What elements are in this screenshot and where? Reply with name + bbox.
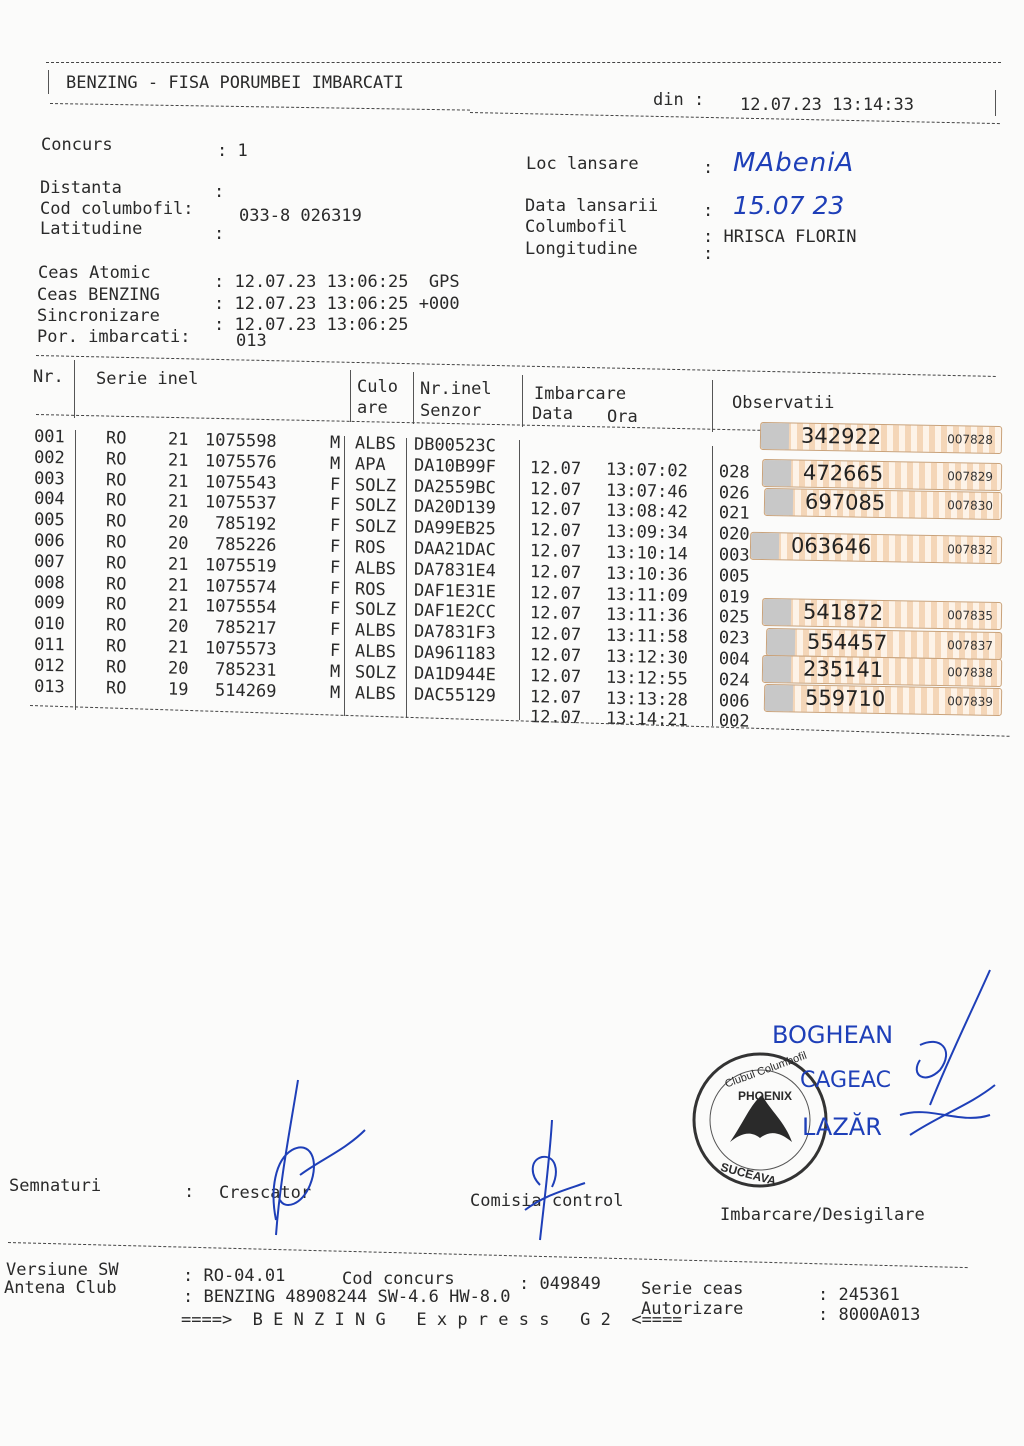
- longitudine-label: Longitudine: [525, 239, 638, 259]
- columbofil-label: Columbofil: [525, 217, 628, 237]
- cell-sex: F: [329, 620, 341, 641]
- cell-time: 13:11:09: [605, 584, 689, 606]
- cell-obs: 024: [718, 669, 750, 691]
- cell-time: 13:07:46: [605, 480, 689, 502]
- cell-color: SOLZ: [354, 662, 397, 684]
- col-culoare-header-1: Culo: [357, 377, 398, 397]
- seal-tag-serial: 007828: [947, 432, 994, 447]
- cell-obs: 002: [718, 711, 750, 733]
- cell-country: RO: [105, 553, 127, 574]
- crescator-label: Crescator: [219, 1183, 312, 1203]
- cod-concurs-label: Cod concurs: [342, 1269, 455, 1289]
- cell-sex: M: [329, 682, 341, 703]
- seal-tag-code: 063646: [790, 533, 872, 559]
- col-observatii-header: Observatii: [732, 393, 835, 413]
- cell-sex: F: [329, 640, 341, 662]
- header-right-border: [995, 90, 996, 116]
- seal-tag-code: 697085: [804, 489, 886, 516]
- header-left-border: [48, 70, 49, 94]
- seal-tag-serial: 007838: [947, 665, 994, 680]
- latitudine-value: :: [214, 224, 225, 244]
- col-imbarcare-header: Imbarcare: [534, 384, 627, 404]
- cell-nr: 013: [33, 676, 65, 697]
- cell-year: 20: [167, 533, 189, 554]
- cell-time: 13:10:14: [605, 542, 689, 565]
- cell-date: 12.07: [529, 582, 582, 604]
- cell-sensor: DAF1E31E: [413, 580, 497, 602]
- por-imbarcati-label: Por. imbarcati:: [37, 327, 191, 347]
- cell-ring: 514269: [214, 680, 277, 702]
- cell-country: RO: [105, 428, 127, 449]
- cell-time: 13:10:36: [605, 563, 689, 586]
- cell-sex: F: [329, 599, 341, 620]
- concurs-value: : 1: [217, 141, 248, 161]
- cell-ring: 785192: [214, 513, 277, 535]
- cell-sex: M: [329, 661, 341, 682]
- col-serie-divider: [350, 370, 351, 422]
- cell-color: SOLZ: [354, 495, 397, 517]
- header-din-label: din :: [653, 90, 705, 110]
- cell-ring: 785217: [214, 617, 277, 639]
- cell-sensor: DA7831E4: [413, 559, 497, 582]
- cell-time: 13:12:30: [605, 646, 689, 669]
- cell-country: RO: [105, 657, 127, 678]
- loc-lansare-label: Loc lansare: [526, 154, 639, 174]
- cell-sex: M: [329, 453, 341, 474]
- cell-color: ALBS: [354, 641, 397, 663]
- cell-sex: F: [329, 474, 341, 495]
- cell-sex: F: [329, 536, 341, 558]
- serie-ceas-value: : 245361: [818, 1285, 900, 1305]
- cell-color: SOLZ: [354, 475, 397, 496]
- cell-country: RO: [105, 636, 127, 657]
- footer-top-rule: [8, 1242, 968, 1268]
- seal-tag: [764, 488, 1002, 520]
- col-nr-divider: [74, 360, 75, 418]
- seal-tag-edge: [767, 629, 795, 655]
- cell-date: 12.07: [529, 665, 582, 687]
- cell-nr: 010: [33, 613, 65, 635]
- seal-tag-serial: 007832: [947, 542, 994, 558]
- cell-ring: 1075598: [204, 430, 277, 452]
- seal-tag-code: 472665: [802, 460, 884, 487]
- cell-sensor: DB00523C: [413, 434, 497, 457]
- cell-nr: 011: [33, 634, 65, 656]
- cell-sensor: DAF1E2CC: [413, 601, 497, 623]
- ceas-atomic-label: Ceas Atomic: [38, 263, 151, 283]
- seal-tag: [764, 684, 1002, 716]
- seal-tag-edge: [765, 489, 793, 515]
- cell-country: RO: [105, 490, 127, 512]
- seal-tag-edge: [763, 656, 791, 682]
- cell-date: 12.07: [529, 520, 582, 542]
- cod-columbofil-value: 033-8 026319: [239, 206, 362, 226]
- cell-nr: 009: [33, 593, 65, 614]
- distanta-label: Distanta: [40, 178, 122, 198]
- col-nrinel-header-1: Nr.inel: [420, 379, 492, 399]
- cell-obs: 021: [718, 503, 750, 525]
- antena-club-label: Antena Club: [4, 1278, 117, 1298]
- cell-nr: 004: [33, 489, 65, 510]
- cell-obs: 005: [718, 565, 750, 587]
- seal-tag-serial: 007835: [947, 608, 994, 623]
- cell-sex: F: [329, 557, 341, 578]
- cell-country: RO: [105, 594, 127, 616]
- cell-obs: 025: [718, 607, 750, 629]
- cell-sensor: DA1D944E: [413, 663, 497, 686]
- cell-country: RO: [105, 449, 127, 470]
- seal-tag: [760, 422, 1002, 454]
- handwritten-name-3: LAZĂR: [802, 1113, 882, 1141]
- cell-date: 12.07: [529, 624, 582, 646]
- cell-sex: F: [329, 495, 341, 516]
- seal-tag-code: 342922: [800, 423, 882, 450]
- cell-year: 20: [167, 658, 189, 679]
- seal-tag-serial: 007839: [947, 694, 994, 709]
- cell-date: 12.07: [529, 603, 582, 625]
- cell-ring: 785231: [214, 659, 277, 681]
- cell-sensor: DA10B99F: [413, 455, 497, 478]
- cell-color: ROS: [354, 537, 386, 559]
- seal-tag-edge: [765, 685, 793, 711]
- cell-ring: 785226: [214, 534, 277, 556]
- cell-time: 13:11:36: [605, 605, 689, 627]
- cell-year: 20: [167, 512, 189, 534]
- cell-time: 13:12:55: [605, 667, 689, 690]
- cell-obs: 023: [718, 628, 750, 649]
- cell-year: 21: [167, 554, 189, 575]
- body-sex-divider: [344, 436, 345, 716]
- columbofil-value: : HRISCA FLORIN: [703, 227, 857, 247]
- seal-tag: [762, 655, 1002, 687]
- cell-ring: 1075574: [204, 575, 277, 598]
- cell-sensor: DA2559BC: [413, 476, 497, 498]
- cell-obs: 019: [718, 586, 750, 608]
- versiune-sw-value: : RO-04.01: [183, 1266, 286, 1286]
- cell-country: RO: [105, 469, 127, 491]
- cell-year: 21: [167, 575, 189, 596]
- cell-nr: 003: [33, 468, 65, 489]
- cell-year: 21: [167, 595, 189, 617]
- cell-sex: M: [329, 432, 341, 454]
- cell-year: 21: [167, 429, 189, 450]
- cell-year: 21: [167, 637, 189, 658]
- cell-sensor: DAA21DAC: [413, 538, 497, 561]
- crescator-signature: [240, 1070, 370, 1250]
- cell-sensor: DAC55129: [413, 684, 497, 706]
- col-culoare-header-2: are: [357, 398, 388, 418]
- cod-columbofil-label: Cod columbofil:: [40, 199, 194, 219]
- concurs-label: Concurs: [41, 135, 113, 155]
- cell-year: 21: [167, 471, 189, 492]
- col-nrinel-header-2: Senzor: [420, 401, 482, 421]
- cell-sex: F: [329, 516, 341, 537]
- distanta-value: :: [214, 182, 225, 202]
- cell-ring: 1075554: [204, 596, 277, 619]
- body-culoare-divider: [406, 438, 407, 718]
- cell-country: RO: [105, 677, 127, 699]
- semnaturi-sep: :: [184, 1182, 195, 1202]
- seal-tag-edge: [763, 599, 791, 625]
- cell-color: ALBS: [354, 620, 397, 642]
- antena-club-value: : BENZING 48908244 SW-4.6 HW-8.0: [183, 1287, 511, 1307]
- handwritten-name-1: BOGHEAN: [772, 1021, 894, 1049]
- longitudine-value: :: [703, 244, 714, 264]
- cell-date: 12.07: [529, 686, 582, 708]
- cell-sensor: DA20D139: [413, 497, 497, 519]
- cell-nr: 006: [33, 530, 65, 552]
- cell-year: 20: [167, 616, 189, 638]
- cell-obs: 004: [718, 649, 750, 670]
- data-lansarii-handwritten: 15.07 23: [733, 191, 845, 220]
- col-ora-header: Ora: [607, 407, 638, 427]
- cell-date: 12.07: [529, 645, 582, 667]
- cell-nr: 002: [33, 447, 65, 469]
- body-ora-divider: [712, 446, 713, 726]
- header-bottom-rule: [50, 103, 470, 111]
- cell-sex: F: [329, 578, 341, 599]
- loc-lansare-sep: :: [703, 158, 714, 178]
- body-senzor-divider: [519, 440, 520, 720]
- cell-obs: 020: [718, 524, 750, 545]
- seal-tag-serial: 007837: [947, 638, 994, 653]
- comisia-control-label: Comisia control: [470, 1191, 624, 1211]
- cell-obs: 003: [718, 545, 750, 566]
- cell-color: APA: [354, 454, 386, 475]
- serie-ceas-label: Serie ceas: [641, 1279, 744, 1299]
- cell-year: 21: [167, 491, 189, 513]
- imbarcare-signature: [880, 965, 1000, 1155]
- seal-tag: [762, 459, 1002, 491]
- header-bottom-rule-2: [470, 112, 1000, 124]
- cell-time: 13:13:28: [605, 688, 689, 710]
- cell-obs: 026: [718, 482, 750, 504]
- cell-obs: 028: [718, 461, 750, 483]
- cell-date: 12.07: [529, 499, 582, 521]
- col-serie-header: Serie inel: [96, 369, 199, 389]
- cell-sensor: DA961183: [413, 642, 497, 665]
- semnaturi-label: Semnaturi: [9, 1176, 102, 1196]
- cell-country: RO: [105, 573, 127, 595]
- col-data-header: Data: [532, 404, 573, 424]
- cell-ring: 1075543: [204, 471, 277, 494]
- cell-ring: 1075537: [204, 492, 277, 515]
- cell-date: 12.07: [529, 707, 582, 729]
- stamp-mid-text: PHOENIX: [738, 1089, 793, 1103]
- autorizare-label: Autorizare: [641, 1299, 744, 1319]
- cell-sensor: DA7831F3: [413, 621, 497, 644]
- cell-ring: 1075519: [204, 555, 277, 577]
- cell-ring: 1075576: [204, 451, 277, 473]
- seal-tag-edge: [751, 533, 779, 559]
- cell-year: 19: [167, 679, 189, 700]
- seal-tag-code: 235141: [802, 656, 884, 683]
- cell-date: 12.07: [529, 561, 582, 583]
- cell-sensor: DA99EB25: [413, 517, 497, 540]
- seal-tag: [750, 532, 1002, 564]
- col-nrinel-divider: [522, 375, 523, 427]
- cell-obs: 006: [718, 690, 750, 712]
- por-imbarcati-value: 013: [236, 331, 267, 351]
- document-title: BENZING - FISA PORUMBEI IMBARCATI: [66, 73, 404, 93]
- benzing-express-line: ====> B E N Z I N G E x p r e s s G 2 <====: [181, 1310, 683, 1330]
- cell-nr: 001: [33, 426, 65, 448]
- cell-color: ROS: [354, 579, 386, 600]
- cell-time: 13:09:34: [605, 521, 689, 544]
- data-lansarii-label: Data lansarii: [525, 196, 659, 216]
- comisia-signature: [500, 1115, 590, 1245]
- stamp-top-text: Clubul Columbofil: [723, 1049, 809, 1091]
- cell-date: 12.07: [529, 541, 582, 563]
- stamp-bottom-text: SUCEAVA: [719, 1159, 778, 1189]
- col-culoare-divider: [413, 372, 414, 424]
- header-din-value: 12.07.23 13:14:33: [740, 95, 914, 115]
- seal-tag-code: 541872: [802, 599, 884, 626]
- ceas-atomic-value: : 12.07.23 13:06:25 GPS: [214, 272, 460, 292]
- col-nr-header: Nr.: [33, 367, 64, 387]
- header-top-rule: [46, 62, 1001, 63]
- seal-tag-serial: 007829: [947, 469, 994, 484]
- cell-nr: 005: [33, 509, 65, 531]
- cell-nr: 012: [33, 655, 65, 677]
- cell-nr: 007: [33, 551, 65, 573]
- cell-time: 13:11:58: [605, 625, 689, 648]
- latitudine-label: Latitudine: [40, 219, 143, 239]
- seal-tag-code: 559710: [804, 685, 886, 712]
- cell-country: RO: [105, 532, 127, 553]
- ceas-benzing-label: Ceas BENZING: [37, 285, 160, 305]
- col-imbarcare-divider: [712, 380, 713, 432]
- cell-color: ALBS: [354, 683, 397, 704]
- cell-nr: 008: [33, 572, 65, 593]
- cell-color: SOLZ: [354, 516, 397, 538]
- seal-tag-serial: 007830: [947, 498, 994, 513]
- seal-tag-edge: [761, 423, 789, 449]
- seal-tag-code: 554457: [806, 629, 888, 656]
- sincronizare-value: : 12.07.23 13:06:25: [214, 315, 409, 335]
- imbarcare-desigilare-label: Imbarcare/Desigilare: [720, 1205, 925, 1225]
- cell-time: 13:08:42: [605, 501, 689, 523]
- autorizare-value: : 8000A013: [818, 1305, 921, 1325]
- cell-time: 13:07:02: [605, 459, 689, 482]
- sincronizare-label: Sincronizare: [37, 306, 160, 326]
- loc-lansare-handwritten: MAbeniA: [733, 148, 855, 178]
- cod-concurs-value: : 049849: [519, 1274, 601, 1294]
- handwritten-name-2: CAGEAC: [800, 1068, 891, 1093]
- cell-color: SOLZ: [354, 599, 397, 621]
- cell-date: 12.07: [529, 457, 582, 479]
- versiune-sw-label: Versiune SW: [6, 1260, 119, 1280]
- cell-color: ALBS: [354, 433, 397, 455]
- cell-color: ALBS: [354, 558, 397, 580]
- data-lansarii-sep: :: [703, 201, 714, 221]
- cell-country: RO: [105, 511, 127, 532]
- cell-time: 13:14:21: [605, 709, 689, 731]
- cell-date: 12.07: [529, 478, 582, 500]
- body-nr-divider: [75, 430, 76, 710]
- cell-country: RO: [105, 615, 127, 636]
- cell-year: 21: [167, 450, 189, 471]
- ceas-benzing-value: : 12.07.23 13:06:25 +000: [214, 294, 460, 314]
- seal-tag: [762, 598, 1002, 630]
- seal-tag-edge: [763, 460, 791, 486]
- cell-ring: 1075573: [204, 638, 277, 660]
